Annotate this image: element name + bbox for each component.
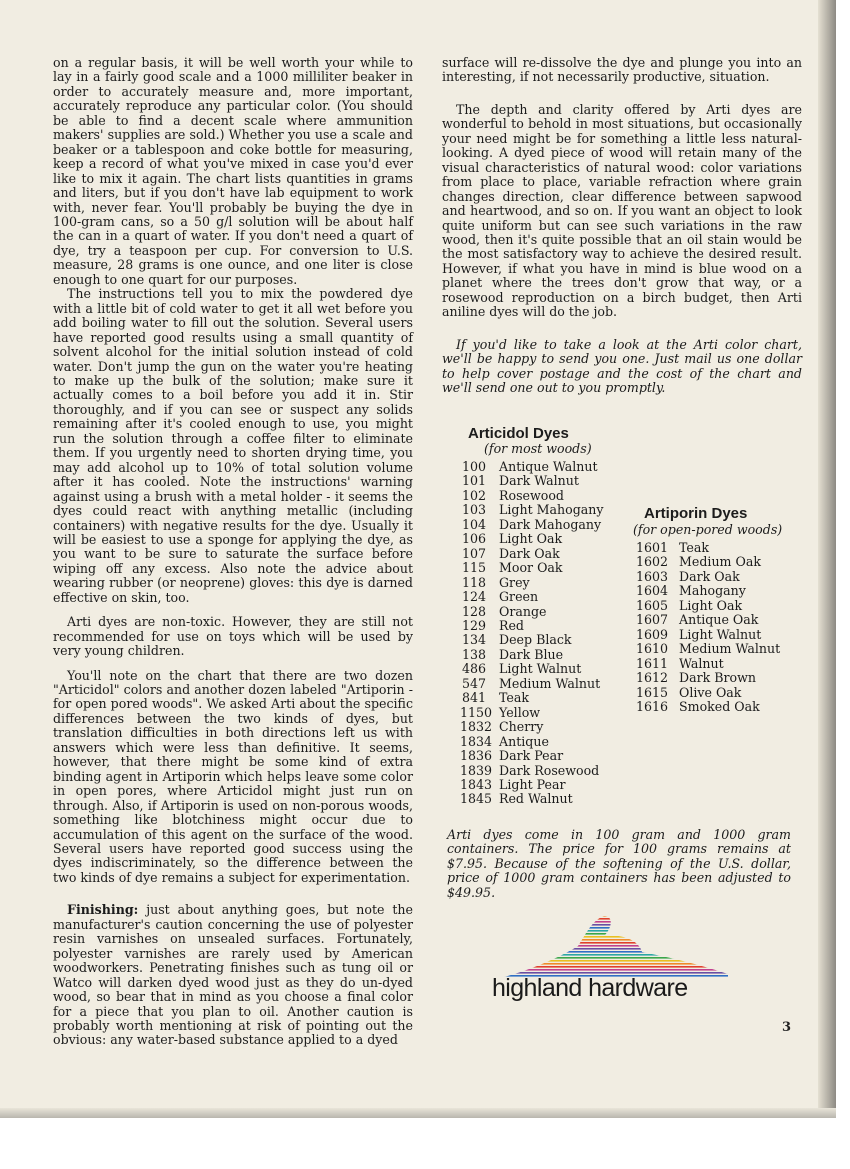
page-bottom-shadow: [0, 1108, 836, 1118]
dye-name: Light Pear: [499, 776, 566, 792]
dye-name: Rosewood: [499, 487, 564, 503]
dye-code: 1601: [636, 540, 669, 555]
price-note: Arti dyes come in 100 gram and 1000 gram containers. The price for 100 grams remains at $7.95. Because of the softening of the U.S. dollar, price of 1000 gram containers has been adjusted to $49.95.: [447, 827, 791, 900]
paragraph-clarity: The depth and clarity offered by Arti dyes are wonderful to behold in most situations, but occasionally your need might be for something a little less natural-looking. A dyed piece of wood will retain many of the visual characteristics of natural wood: color variations from place to place, variable refraction where grain changes direction, clear difference between sapwood and heartwood, and so on. If you want an object to look quite uniform but can see such variations in the raw wood, then it's quite possible that an oil stain would be the most satisfactory way to achieve the desired result. However, if what you have in mind is blue wood on a planet where the trees don't grow that way, or a rosewood reproduction on a birch budget, then Arti aniline dyes will do the job.: [442, 101, 802, 320]
hand-plane-logo-mark: [492, 912, 740, 982]
articidol-dye-item: [460, 762, 600, 778]
dye-name: Medium Walnut: [679, 641, 781, 657]
dye-code: 1832: [460, 719, 493, 735]
logo-stripe: [492, 918, 740, 920]
logo-stripe: [492, 954, 740, 956]
artiporin-dye-item: [636, 583, 746, 599]
logo-stripe: [492, 951, 740, 953]
dye-code: 1604: [636, 583, 669, 599]
dye-name: Moor Oak: [499, 560, 563, 576]
dye-name: Deep Black: [499, 632, 572, 648]
dye-name: Green: [499, 589, 539, 605]
dye-code: 1609: [636, 626, 669, 642]
dye-code: 102: [461, 487, 486, 503]
paragraph-redissolve: surface will re-dissolve the dye and plunge you into an interesting, if not necessarily productive, situation.: [442, 55, 802, 85]
dye-code: 1836: [460, 748, 493, 764]
articidol-dye-list: [460, 459, 604, 807]
dye-code: 1612: [636, 670, 669, 686]
dye-code: 1605: [636, 597, 669, 613]
dye-code: 103: [461, 502, 486, 518]
dye-code: 1843: [460, 776, 493, 792]
dye-name: Light Walnut: [499, 661, 582, 677]
artiporin-dye-item: [636, 540, 710, 555]
dye-name: Red Walnut: [499, 791, 573, 807]
articidol-dye-item: [460, 545, 560, 561]
dye-name: Dark Brown: [679, 670, 757, 686]
dye-name: Orange: [499, 603, 547, 619]
dye-name: Yellow: [499, 704, 541, 720]
articidol-subtitle: (for most woods): [484, 441, 592, 456]
dye-code: 106: [461, 531, 486, 547]
page-edge-shadow: [818, 0, 836, 1118]
logo-stripe: [492, 915, 740, 917]
dye-name: Red: [499, 617, 524, 633]
finishing-lead: Finishing:: [67, 902, 139, 918]
articidol-dye-item: [460, 690, 530, 706]
artiporin-dye-item: [636, 641, 781, 657]
dye-code: 104: [461, 516, 486, 532]
articidol-dye-item: [460, 560, 563, 576]
left-text-column: [53, 56, 413, 1048]
dye-code: 547: [461, 675, 486, 691]
logo-stripe: [492, 939, 740, 941]
articidol-dye-item: [460, 459, 598, 474]
articidol-dye-item: [460, 675, 601, 691]
logo-wordmark: highland hardware: [492, 974, 688, 1002]
articidol-dye-item: [460, 589, 539, 605]
dye-name: Dark Oak: [679, 568, 740, 584]
articidol-dye-item: [460, 791, 573, 807]
articidol-dye-item: [460, 502, 604, 518]
artiporin-heading: Artiporin Dyes: [644, 505, 748, 522]
articidol-dye-item: [460, 632, 572, 648]
articidol-heading: Articidol Dyes: [468, 425, 569, 442]
artiporin-dye-item: [636, 554, 761, 570]
paragraph-dye-types: You'll note on the chart that there are two dozen "Articidol" colors and another dozen labeled "Artiporin - for open pored woods". We asked Arti about the specific differences between the two kinds of dyes, but translation difficulties in both directions left us with answers which were less than definitive. It seems, however, that there might be some kind of extra binding agent in Artiporin which helps leave some color in open pores, where Articidol might just run on through. Also, if Artiporin is used on non-porous woods, something like blotchiness might occur due to accumulation of this agent on the surface of the wood. Several users have reported good success using the dyes indiscriminately, so the difference between the two kinds of dye remains a subject for experimentation.: [53, 667, 413, 885]
dye-code: 100: [461, 459, 486, 474]
artiporin-dye-item: [636, 612, 759, 628]
dye-code: 115: [461, 560, 486, 576]
dye-code: 129: [461, 617, 486, 633]
dye-code: 124: [461, 589, 486, 605]
dye-code: 1839: [460, 762, 493, 778]
dye-code: 1615: [636, 684, 669, 700]
logo-stripe: [492, 960, 740, 962]
dye-name: Medium Oak: [679, 554, 761, 570]
right-text-column: [442, 56, 802, 396]
logo-stripe: [492, 957, 740, 959]
dye-name: Dark Blue: [499, 646, 564, 662]
dye-name: Antique Oak: [679, 612, 759, 628]
artiporin-dye-item: [636, 698, 760, 714]
dye-name: Light Walnut: [679, 626, 762, 642]
articidol-dye-item: [460, 603, 547, 619]
logo-stripe: [492, 942, 740, 944]
dye-code: 107: [461, 545, 486, 561]
artiporin-dye-item: [636, 568, 740, 584]
logo-stripe: [492, 963, 740, 965]
artiporin-dye-item: [636, 684, 742, 700]
dye-name: Antique Walnut: [499, 459, 598, 474]
dye-code: 138: [461, 646, 486, 662]
dye-name: Cherry: [499, 719, 544, 735]
dye-name: Dark Rosewood: [499, 762, 600, 778]
articidol-dye-item: [460, 574, 530, 590]
dye-code: 1616: [636, 698, 669, 714]
articidol-dye-item: [460, 646, 564, 662]
logo-stripe: [492, 930, 740, 932]
dye-name: Teak: [679, 540, 710, 555]
logo-stripe: [492, 948, 740, 950]
dye-code: 1603: [636, 568, 669, 584]
dye-code: 101: [461, 473, 486, 489]
articidol-dye-item: [460, 487, 564, 503]
dye-name: Medium Walnut: [499, 675, 601, 691]
artiporin-dye-list: [636, 540, 781, 714]
logo-stripe: [492, 927, 740, 929]
articidol-dye-item: [460, 661, 582, 677]
logo-stripe: [492, 924, 740, 926]
articidol-dye-item: [460, 531, 563, 547]
dye-name: Dark Walnut: [499, 473, 579, 489]
artiporin-dye-item: [636, 670, 757, 686]
paragraph-toxicity: Arti dyes are non-toxic. However, they are still not recommended for use on toys which will be used by very young children.: [53, 614, 413, 659]
dye-name: Smoked Oak: [679, 698, 760, 714]
artiporin-subtitle: (for open-pored woods): [633, 522, 783, 537]
articidol-dye-item: [460, 719, 544, 735]
dye-name: Light Mahogany: [499, 502, 604, 518]
dye-code: 1834: [460, 733, 493, 749]
paragraph-measuring: on a regular basis, it will be well worth your while to lay in a fairly good scale and a 1000 milliliter beaker in order to accurately measure and, more important, accurately reproduce any particular color. (You should be able to find a decent scale where ammunition makers' supplies are sold.) Whether you use a scale and beaker or a tablespoon and coke bottle for measuring, keep a record of what you've mixed in case you'd ever like to mix it again. The chart lists quantities in grams and liters, but if you don't have lab equipment to work with, never fear. You'll probably be buying the dye in 100-gram cans, so a 50 g/l solution will be about half the can in a quart of water. If you don't need a quart of dye, try a teaspoon per cup. For conversion to U.S. measure, 28 grams is one ounce, and one liter is close enough to one quart for our purposes.: [53, 55, 413, 287]
finishing-text: just about anything goes, but note the manufacturer's caution concerning the use of polyester resin varnishes on unsealed surfaces. Fortunately, polyester varnishes are rarely used by American woodworkers. Penetrating finishes such as tung oil or Watco will darken dyed wood just as they do un-dyed wood, so bear that in mind as you choose a final color for a piece that you plan to oil. Another caution is probably worth mentioning at risk of pointing out the obvious: any water-based substance applied to a dyed: [53, 902, 413, 1048]
articidol-dye-item: [460, 516, 602, 532]
paragraph-finishing: [53, 903, 413, 1048]
articidol-dye-item: [460, 733, 549, 749]
logo-stripe: [492, 921, 740, 923]
dye-name: Dark Pear: [499, 748, 564, 764]
articidol-dye-item: [460, 704, 541, 720]
paragraph-mixing: The instructions tell you to mix the powdered dye with a little bit of cold water to get it all wet before you add boiling water to fill out the solution. Several users have reported good results using a small quantity of solvent alcohol for the initial solution instead of cold water. Don't jump the gun on the water you're heating to make up the bulk of the solution; make sure it actually comes to a boil before you add it in. Stir thoroughly, and if you can see or suspect any solids remaining after it's cooled enough to use, you might run the solution through a coffee filter to eliminate them. If you urgently need to shorten drying time, you may add alcohol up to 10% of total solution volume after it has cooled. Note the instructions' warning against using a brush with a metal holder - it seems the dyes could react with anything metallic (including containers) with negative results for the dye. Usually it will be easiest to use a sponge for applying the dye, as you want to be sure to saturate the surface before wiping off any excess. Also note the advice about wearing rubber (or neoprene) gloves: this dye is darned effective on skin, too.: [53, 286, 413, 605]
dye-name: Dark Oak: [499, 545, 560, 561]
dye-code: 1150: [460, 704, 493, 720]
articidol-dye-item: [460, 748, 564, 764]
dye-name: Antique: [499, 733, 549, 749]
highland-hardware-logo: [492, 912, 740, 1008]
dye-code: 1610: [636, 641, 669, 657]
dye-name: Grey: [499, 574, 530, 590]
logo-stripe: [492, 933, 740, 935]
page-number: 3: [782, 1020, 792, 1035]
articidol-dye-item: [460, 473, 579, 489]
dye-name: Olive Oak: [679, 684, 742, 700]
dye-code: 1607: [636, 612, 669, 628]
dye-code: 1845: [460, 791, 493, 807]
dye-name: Mahogany: [679, 583, 746, 599]
dye-code: 1611: [636, 655, 669, 671]
articidol-dye-item: [460, 776, 566, 792]
logo-stripe: [492, 969, 740, 971]
dye-code: 841: [461, 690, 486, 706]
logo-stripe: [492, 945, 740, 947]
dye-name: Light Oak: [679, 597, 743, 613]
artiporin-dye-item: [636, 626, 762, 642]
dye-code: 118: [461, 574, 486, 590]
logo-stripe: [492, 936, 740, 938]
logo-stripe: [492, 912, 740, 914]
dye-code: 486: [461, 661, 486, 677]
dye-code: 128: [461, 603, 486, 619]
dye-code: 134: [461, 632, 486, 648]
logo-stripe: [492, 966, 740, 968]
articidol-dye-item: [460, 617, 524, 633]
dye-name: Teak: [499, 690, 530, 706]
paragraph-color-chart-offer: If you'd like to take a look at the Arti color chart, we'll be happy to send you one. Just mail us one dollar to help cover postage and the cost of the chart and we'll send one out to you promptly.: [442, 336, 802, 396]
artiporin-dye-item: [636, 597, 743, 613]
dye-code: 1602: [636, 554, 669, 570]
artiporin-dye-item: [636, 655, 724, 671]
dye-name: Dark Mahogany: [499, 516, 602, 532]
dye-name: Light Oak: [499, 531, 563, 547]
dye-name: Walnut: [679, 655, 724, 671]
